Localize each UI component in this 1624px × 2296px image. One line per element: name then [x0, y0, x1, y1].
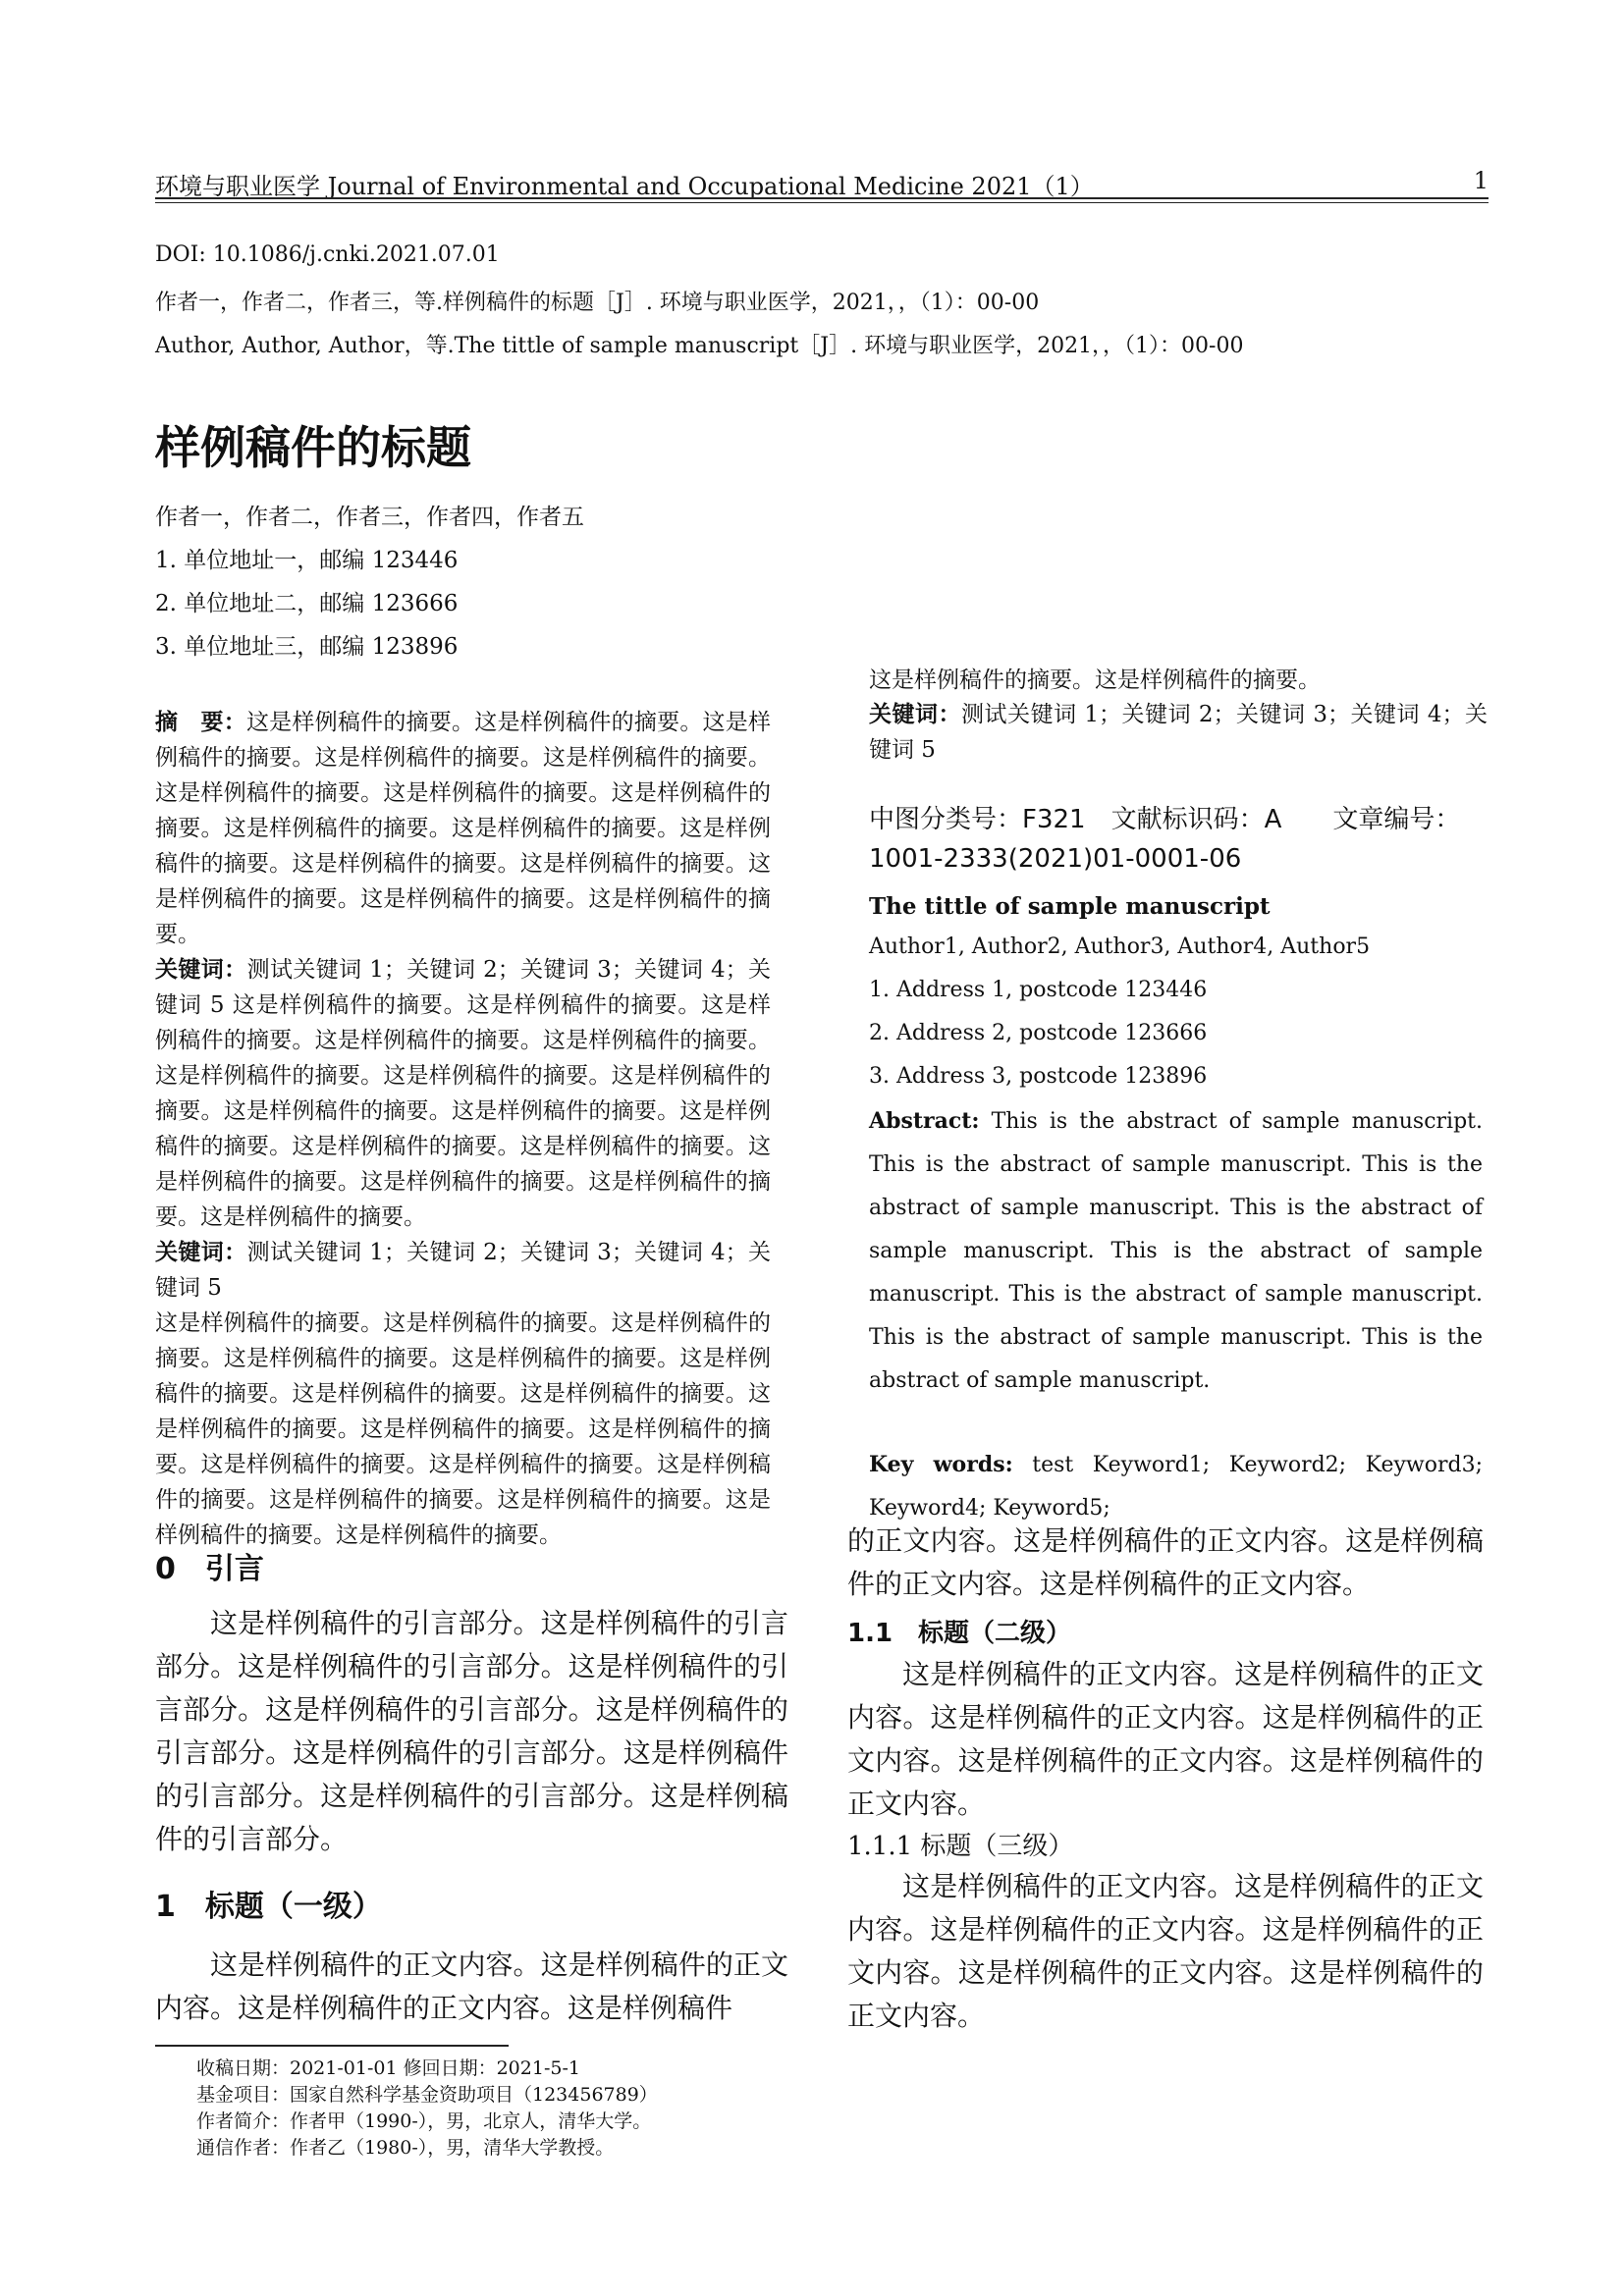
running-header — [155, 167, 1489, 201]
section-heading-0: 0 引言 — [155, 1552, 264, 1586]
abstract-label: 摘 要： — [155, 710, 246, 735]
keywords-label-right: 关键词： — [869, 702, 962, 727]
section-1-text: 这是样例稿件的正文内容。这是样例稿件的正文内容。这是样例稿件的正文内容。这是样例稿件 — [155, 1949, 788, 2024]
en-address-2: 2. Address 2, postcode 123666 — [869, 1021, 1208, 1045]
affiliation-2: 2. 单位地址二，邮编 123666 — [155, 591, 459, 616]
en-abstract — [869, 1099, 1483, 1403]
keywords-cn-right — [869, 697, 1488, 768]
section-heading-1: 1 标题（一级） — [155, 1890, 382, 1924]
keywords-cn-2 — [155, 1235, 771, 1306]
en-address-3: 3. Address 3, postcode 123896 — [869, 1064, 1208, 1089]
en-keywords — [869, 1443, 1483, 1530]
citation-en: Author, Author, Author，等.The tittle of sample manuscript［J］. 环境与职业医学，2021，，（1）：00-00 — [155, 334, 1244, 358]
section-1-1-1-text: 这是样例稿件的正文内容。这是样例稿件的正文内容。这是样例稿件的正文内容。这是样例稿件的正文内容。这是样例稿件的正文内容。这是样例稿件的正文内容。 — [847, 1870, 1484, 2032]
abstract-cn-tail: 这是样例稿件的摘要。这是样例稿件的摘要。 — [869, 667, 1321, 693]
footnote-received: 收稿日期：2021-01-01 修回日期：2021-5-1 — [196, 2057, 580, 2079]
keywords-text-right: 测试关键词 1；关键词 2；关键词 3；关键词 4；关键词 5 — [869, 702, 1489, 763]
section-heading-1-1: 1.1 标题（二级） — [847, 1619, 1072, 1648]
affiliation-3: 3. 单位地址三，邮编 123896 — [155, 634, 459, 660]
en-keywords-label: Key words: — [869, 1452, 1013, 1477]
footnote-corresponding: 通信作者：作者乙（1980-），男，清华大学教授。 — [196, 2137, 615, 2159]
page-number: 1 — [1473, 167, 1489, 194]
section-0-text: 这是样例稿件的引言部分。这是样例稿件的引言部分。这是样例稿件的引言部分。这是样例稿件的引言部分。这是样例稿件的引言部分。这是样例稿件的引言部分。这是样例稿件的引言部分。这是样例稿件的引言部分。这是样例稿件的引言部分。这是样例稿件的引言部分。 — [155, 1607, 788, 1855]
header-rule — [155, 197, 1489, 199]
en-abstract-label: Abstract: — [869, 1108, 980, 1134]
keywords-text: 测试关键词 1；关键词 2；关键词 3；关键词 4；关键词 5 这是样例稿件的摘要。这是样例稿件的摘要。这是样例稿件的摘要。这是样例稿件的摘要。这是样例稿件的摘要。这是样例稿件的摘要。这是样例稿件的摘要。这是样例稿件的摘要。这是样例稿件的摘要。这是样例稿件的摘要。这是样例稿件的摘要。这是样例稿件的摘要。这是样例稿件的摘要。这是样例稿件的摘要。这是样例稿件的摘要。这是样例稿件的摘要。这是样例稿件的摘要。 — [155, 957, 772, 1230]
article-title: 样例稿件的标题 — [155, 421, 471, 474]
en-title: The tittle of sample manuscript — [869, 893, 1271, 920]
keywords-label: 关键词： — [155, 957, 247, 983]
section-heading-1-1-1: 1.1.1 标题（三级） — [847, 1832, 1074, 1861]
doi-line: DOI: 10.1086/j.cnki.2021.07.01 — [155, 242, 500, 267]
body-continuation: 的正文内容。这是样例稿件的正文内容。这是样例稿件的正文内容。这是样例稿件的正文内容。 — [847, 1524, 1484, 1600]
abstract-extra: 这是样例稿件的摘要。这是样例稿件的摘要。这是样例稿件的摘要。这是样例稿件的摘要。这是样例稿件的摘要。这是样例稿件的摘要。这是样例稿件的摘要。这是样例稿件的摘要。这是样例稿件的摘要。这是样例稿件的摘要。这是样例稿件的摘要。这是样例稿件的摘要。这是样例稿件的摘要。这是样例稿件的摘要。这是样例稿件的摘要。这是样例稿件的摘要。这是样例稿件的摘要。这是样例稿件的摘要。 — [155, 1310, 771, 1548]
keywords-cn-1 — [155, 952, 771, 1235]
footnote-rule — [155, 2045, 509, 2047]
header-rule-thin — [155, 202, 1489, 203]
abstract-cn — [155, 705, 771, 952]
keywords-label-2: 关键词： — [155, 1240, 247, 1265]
en-abstract-text: This is the abstract of sample manuscript. This is the abstract of sample manuscript. This is the abstract of sample manuscript. This is the abstract of sample manuscript. This is the abstract of sample manuscript. This is the abstract of sample manuscript. This is the abstract of sample manuscript. This is the abstract of sample manuscript. — [869, 1109, 1483, 1393]
journal-line: 环境与职业医学 Journal of Environmental and Occupational Medicine 2021（1） — [155, 173, 1094, 200]
citation-cn: 作者一，作者二，作者三，等.样例稿件的标题［J］. 环境与职业医学，2021，，（1）：00-00 — [155, 291, 1040, 315]
section-1-1-text: 这是样例稿件的正文内容。这是样例稿件的正文内容。这是样例稿件的正文内容。这是样例稿件的正文内容。这是样例稿件的正文内容。这是样例稿件的正文内容。 — [847, 1658, 1484, 1820]
en-authors: Author1, Author2, Author3, Author4, Author5 — [869, 934, 1371, 959]
classification-line: 中图分类号：F321 文献标识码：A 文章编号：1001-2333(2021)01-0001-06 — [869, 805, 1461, 874]
affiliation-1: 1. 单位地址一，邮编 123446 — [155, 548, 459, 573]
author-list: 作者一，作者二，作者三，作者四，作者五 — [155, 505, 584, 530]
footnote-author-bio: 作者简介：作者甲（1990-），男，北京人，清华大学。 — [196, 2110, 652, 2132]
footnote-fund: 基金项目：国家自然科学基金资助项目（123456789） — [196, 2084, 658, 2106]
keywords-text-2: 测试关键词 1；关键词 2；关键词 3；关键词 4；关键词 5 — [155, 1240, 772, 1301]
en-address-1: 1. Address 1, postcode 123446 — [869, 978, 1208, 1002]
en-keywords-text: test Keyword1; Keyword2; Keyword3; Keyword4; Keyword5; — [869, 1453, 1484, 1521]
abstract-text: 这是样例稿件的摘要。这是样例稿件的摘要。这是样例稿件的摘要。这是样例稿件的摘要。这是样例稿件的摘要。这是样例稿件的摘要。这是样例稿件的摘要。这是样例稿件的摘要。这是样例稿件的摘要。这是样例稿件的摘要。这是样例稿件的摘要。这是样例稿件的摘要。这是样例稿件的摘要。这是样例稿件的摘要。这是样例稿件的摘要。这是样例稿件的摘要。 — [155, 710, 772, 947]
